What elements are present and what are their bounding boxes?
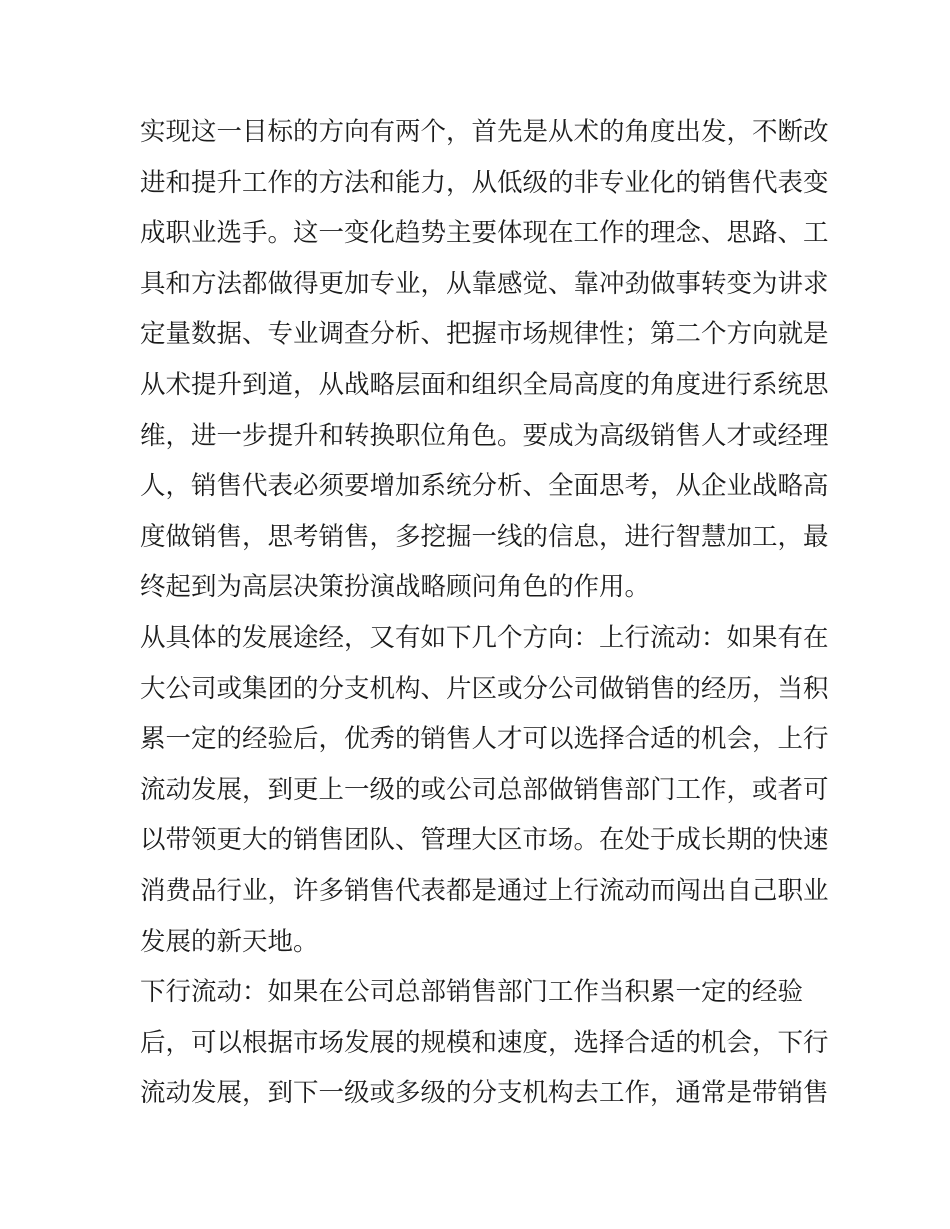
text-line: 后，可以根据市场发展的规模和速度，选择合适的机会，下行 bbox=[140, 1027, 829, 1058]
text-line: 终起到为高层决策扮演战略顾问角色的作用。 bbox=[140, 572, 651, 603]
text-line: 成职业选手。这一变化趋势主要体现在工作的理念、思路、工 bbox=[140, 218, 829, 249]
text-line: 维，进一步提升和转换职位角色。要成为高级销售人才或经理 bbox=[140, 420, 829, 451]
text-line: 从具体的发展途经，又有如下几个方向：上行流动：如果有在 bbox=[140, 622, 829, 653]
text-line: 消费品行业，许多销售代表都是通过上行流动而闯出自己职业 bbox=[140, 875, 829, 906]
text-line: 累一定的经验后，优秀的销售人才可以选择合适的机会，上行 bbox=[140, 724, 829, 755]
text-line: 从术提升到道，从战略层面和组织全局高度的角度进行系统思 bbox=[140, 369, 829, 400]
text-line: 流动发展，到下一级或多级的分支机构去工作，通常是带销售 bbox=[140, 1078, 829, 1109]
text-line: 具和方法都做得更加专业，从靠感觉、靠冲劲做事转变为讲求 bbox=[140, 268, 829, 299]
text-line: 进和提升工作的方法和能力，从低级的非专业化的销售代表变 bbox=[140, 167, 829, 198]
text-line: 度做销售，思考销售，多挖掘一线的信息，进行智慧加工，最 bbox=[140, 521, 829, 552]
text-line: 发展的新天地。 bbox=[140, 926, 319, 957]
text-line: 流动发展，到更上一级的或公司总部做销售部门工作，或者可 bbox=[140, 774, 829, 805]
text-line: 下行流动：如果在公司总部销售部门工作当积累一定的经验 bbox=[140, 977, 804, 1008]
text-line: 大公司或集团的分支机构、片区或分公司做销售的经历，当积 bbox=[140, 673, 829, 704]
text-line: 实现这一目标的方向有两个，首先是从术的角度出发，不断改 bbox=[140, 117, 829, 147]
body-text bbox=[140, 107, 829, 1119]
text-line: 以带领更大的销售团队、管理大区市场。在处于成长期的快速 bbox=[140, 825, 829, 856]
text-line: 人，销售代表必须要增加系统分析、全面思考，从企业战略高 bbox=[140, 471, 829, 502]
text-line: 定量数据、专业调查分析、把握市场规律性；第二个方向就是 bbox=[140, 319, 829, 350]
